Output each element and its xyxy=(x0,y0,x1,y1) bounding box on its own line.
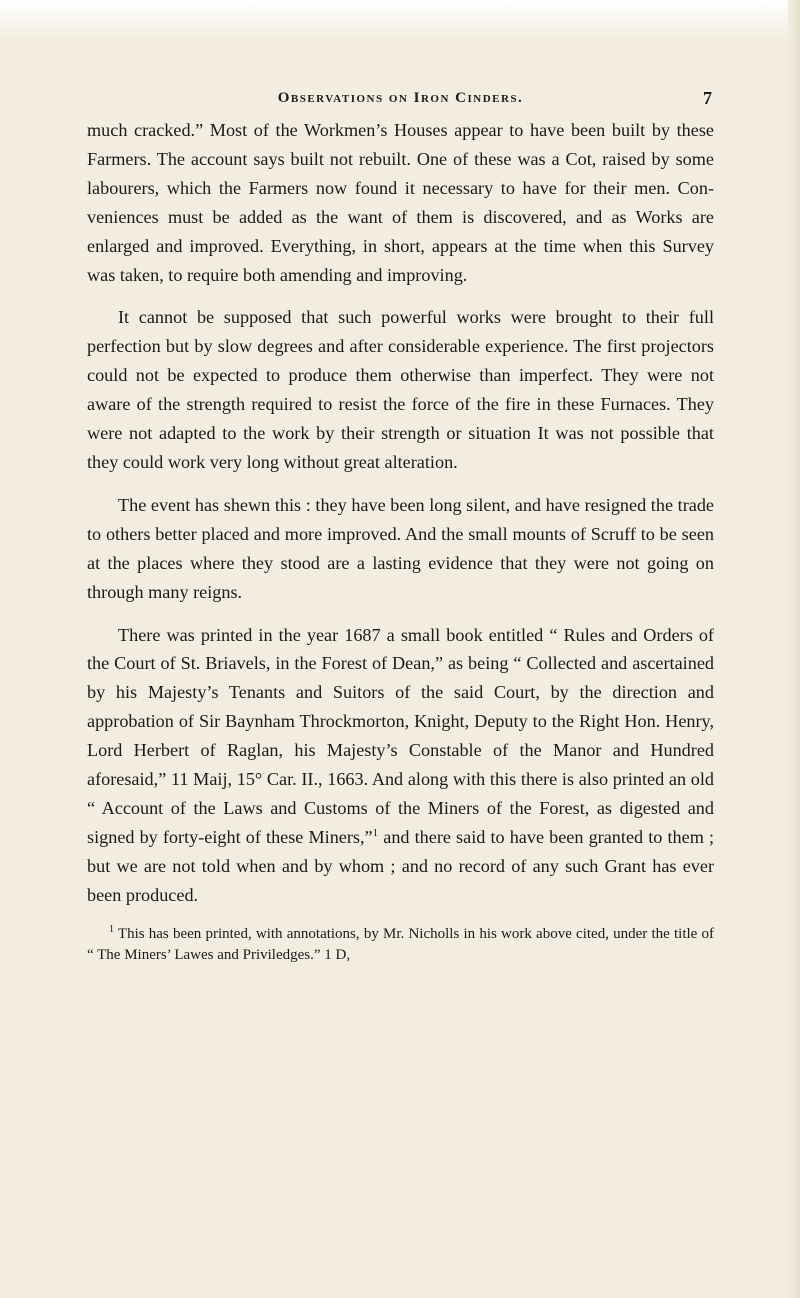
page-right-edge xyxy=(788,0,800,1298)
paragraph-4 xyxy=(87,621,714,910)
footnote-text: This has been printed, with annotations, by Mr. Nicholls in his work above cited, under the title of “ The Miners’ Lawes and Priviledges.” 1 D, xyxy=(87,925,714,963)
footnote-reference: 1 xyxy=(372,826,379,839)
paragraph-2: It cannot be supposed that such powerful works were brought to their full perfection but by slow degrees and after considerable experience. The first projectors could not be expected to produce them otherwise than imperfect. They were not aware of the strength required to resist the force of the fire in these Furnaces. They were not adapted to the work by their strength or situation It was not possible that they could work very long without great alteration. xyxy=(87,307,714,472)
footnote-mark: 1 xyxy=(109,923,114,935)
page-top-edge xyxy=(0,0,800,40)
book-page xyxy=(87,86,714,966)
paragraph-4-text: There was printed in the year 1687 a small book entitled “ Rules and Orders of the Court of St. Briavels, in the Forest of Dean,” as being “ Collected and ascertained by his Majesty’s Tenants and Suitors of the said Court, by the direction and approbation of Sir Baynham Throckmorton, Knight, Deputy to the Right Hon. Henry, Lord Herbert of Raglan, his Majesty’s Constable of the Manor and Hundred aforesaid,” 11 Maij, 15° Car. II., 1663. And along with this there is also printed an old “ Account of the Laws and Customs of the Miners of the Forest, as digested and signed by forty-eight of these Miners,” xyxy=(87,624,714,847)
footnote xyxy=(87,924,714,966)
running-head xyxy=(87,86,714,116)
running-title: Observations on Iron Cinders. xyxy=(277,90,524,106)
paragraph-3: The event has shewn this : they have been long silent, and have resigned the trade to others better placed and more improved. And the small mounts of Scruff to be seen at the places where they stood are a lasting evidence that they were not going on through many reigns. xyxy=(87,494,714,602)
paragraph-4-text-after: and there said to have been granted to them ; but we are not told when and by whom ; and no record of any such Grant has ever been produced. xyxy=(87,826,714,905)
paragraph-1: much cracked.” Most of the Workmen’s Houses appear to have been built by these Farmers. The account says built not rebuilt. One of these was a Cot, raised by some labourers, which the Farmers now found it necessary to have for their men. Con-veniences must be added as the want of them is discovered, and as Works are enlarged and improved. Everything, in short, appears at the time when this Survey was taken, to require both amending and improving. xyxy=(87,120,714,285)
body-text xyxy=(87,116,714,910)
page-number: 7 xyxy=(703,88,712,108)
